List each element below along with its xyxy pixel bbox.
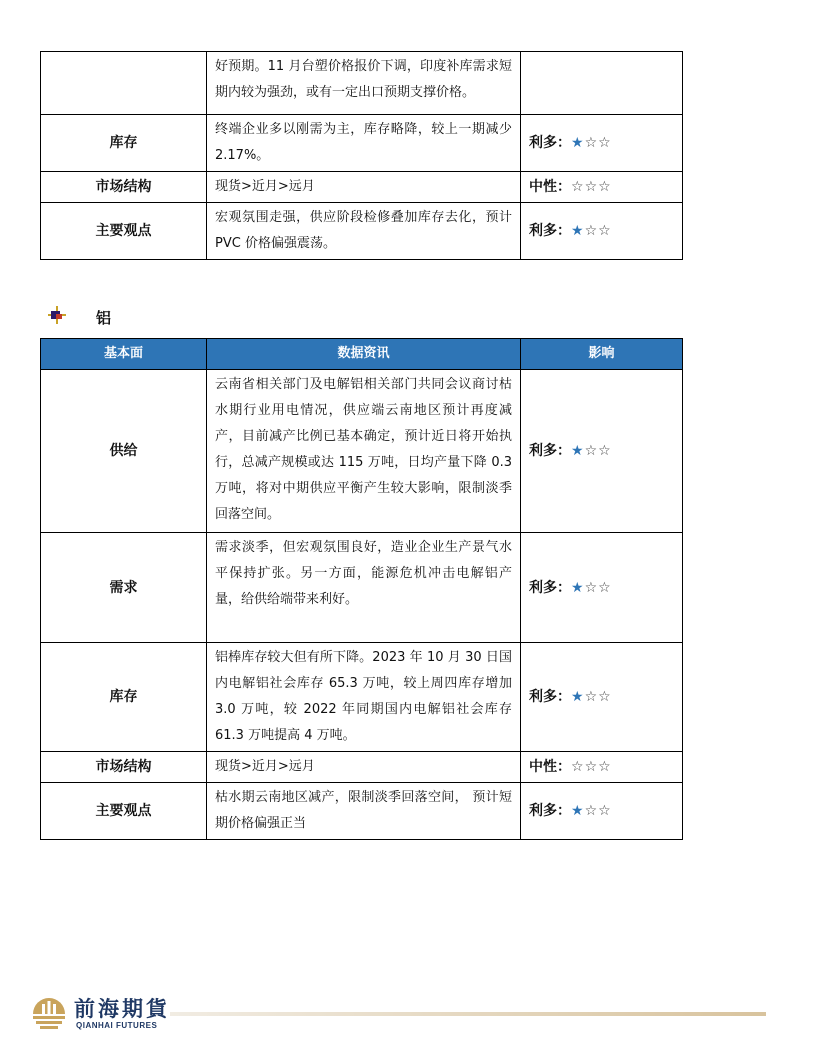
row-label: 需求 [41,533,207,643]
table-row [41,172,683,203]
star-filled-icon: ★ [571,803,585,819]
table-row [41,643,683,752]
star-empty-icon: ☆ [598,803,612,819]
row-info: 宏观氛围走强，供应阶段检修叠加库存去化，预计 PVC 价格偏强震荡。 [207,203,521,260]
star-empty-icon: ☆ [598,443,612,459]
star-filled-icon: ★ [571,223,585,239]
impact-label: 利多： [529,223,571,239]
star-rating [571,179,612,195]
row-impact [521,643,683,752]
impact-label: 利多： [529,803,571,819]
star-empty-icon: ☆ [598,689,612,705]
star-rating [571,689,612,705]
star-empty-icon: ☆ [598,179,612,195]
section-bullet-icon [48,306,66,328]
star-filled-icon: ★ [571,443,585,459]
table-row [41,533,683,643]
table-row [41,115,683,172]
impact-label: 利多： [529,689,571,705]
row-info: 现货>近月>远月 [207,752,521,783]
impact-label: 利多： [529,443,571,459]
row-label [41,52,207,115]
star-empty-icon: ☆ [584,803,599,819]
table-row [41,52,683,115]
header-data-info: 数据资讯 [207,339,521,370]
impact-label: 中性： [529,759,571,775]
row-info: 枯水期云南地区减产，限制淡季回落空间， 预计短期价格偏强正当 [207,783,521,840]
row-info: 好预期。11 月台塑价格报价下调，印度补库需求短期内较为强劲，或有一定出口预期支撑价格。 [207,52,521,115]
star-rating [571,443,612,459]
star-empty-icon: ☆ [584,223,599,239]
star-filled-icon: ★ [571,689,585,705]
star-empty-icon: ☆ [571,759,585,775]
row-info: 需求淡季，但宏观氛围良好，造业企业生产景气水平保持扩张。另一方面，能源危机冲击电解铝产量，给供给端带来利好。 [207,533,521,643]
row-label: 供给 [41,370,207,533]
row-label: 市场结构 [41,752,207,783]
header-impact: 影响 [521,339,683,370]
brand-name-en: QIANHAI FUTURES [76,1021,158,1030]
row-info: 现货>近月>远月 [207,172,521,203]
row-impact [521,115,683,172]
brand-name-cn: 前海期貨 [74,996,170,1021]
page-footer [30,990,770,1040]
row-label: 库存 [41,115,207,172]
aluminum-table [40,338,683,840]
row-impact [521,783,683,840]
star-empty-icon: ☆ [584,179,599,195]
table-row [41,370,683,533]
star-empty-icon: ☆ [584,759,599,775]
star-filled-icon: ★ [571,135,585,151]
row-info: 铝棒库存较大但有所下降。2023 年 10 月 30 日国内电解铝社会库存 65.3 万吨，较上周四库存增加 3.0 万吨，较 2022 年同期国内电解铝社会库存 61.3 万吨提高 4 万吨。 [207,643,521,752]
star-rating [571,223,612,239]
star-rating [571,759,612,775]
table-header-row [41,339,683,370]
impact-label: 利多： [529,135,571,151]
pvc-table [40,51,683,260]
row-impact [521,203,683,260]
star-empty-icon: ☆ [598,759,612,775]
impact-label: 中性： [529,179,571,195]
row-impact [521,370,683,533]
star-empty-icon: ☆ [571,179,585,195]
star-empty-icon: ☆ [598,223,612,239]
table-row [41,783,683,840]
table-row [41,203,683,260]
header-fundamentals: 基本面 [41,339,207,370]
star-empty-icon: ☆ [598,579,612,596]
star-rating [571,803,612,819]
star-empty-icon: ☆ [584,579,599,596]
star-empty-icon: ☆ [584,689,599,705]
qianhai-logo-icon [30,992,68,1032]
section-title: 铝 [96,308,112,327]
section-heading [48,305,111,329]
impact-label: 利多： [529,579,571,596]
star-rating [571,580,612,596]
row-info: 云南省相关部门及电解铝相关部门共同会议商讨枯水期行业用电情况，供应端云南地区预计再度减产，目前减产比例已基本确定，预计近日将开始执行，总减产规模或达 115 万吨，日均产量下降 0.3 万吨，将对中期供应平衡产生较大影响，限制淡季回落空间。 [207,370,521,533]
table-row [41,752,683,783]
row-label: 主要观点 [41,783,207,840]
row-label: 市场结构 [41,172,207,203]
row-info: 终端企业多以刚需为主，库存略降，较上一期减少 2.17%。 [207,115,521,172]
star-empty-icon: ☆ [584,135,599,151]
star-rating [571,135,612,151]
row-impact [521,52,683,115]
row-label: 主要观点 [41,203,207,260]
star-filled-icon: ★ [571,579,585,596]
star-empty-icon: ☆ [598,135,612,151]
row-impact [521,172,683,203]
star-empty-icon: ☆ [584,443,599,459]
footer-divider [170,1012,766,1016]
row-label: 库存 [41,643,207,752]
row-impact [521,533,683,643]
row-impact [521,752,683,783]
